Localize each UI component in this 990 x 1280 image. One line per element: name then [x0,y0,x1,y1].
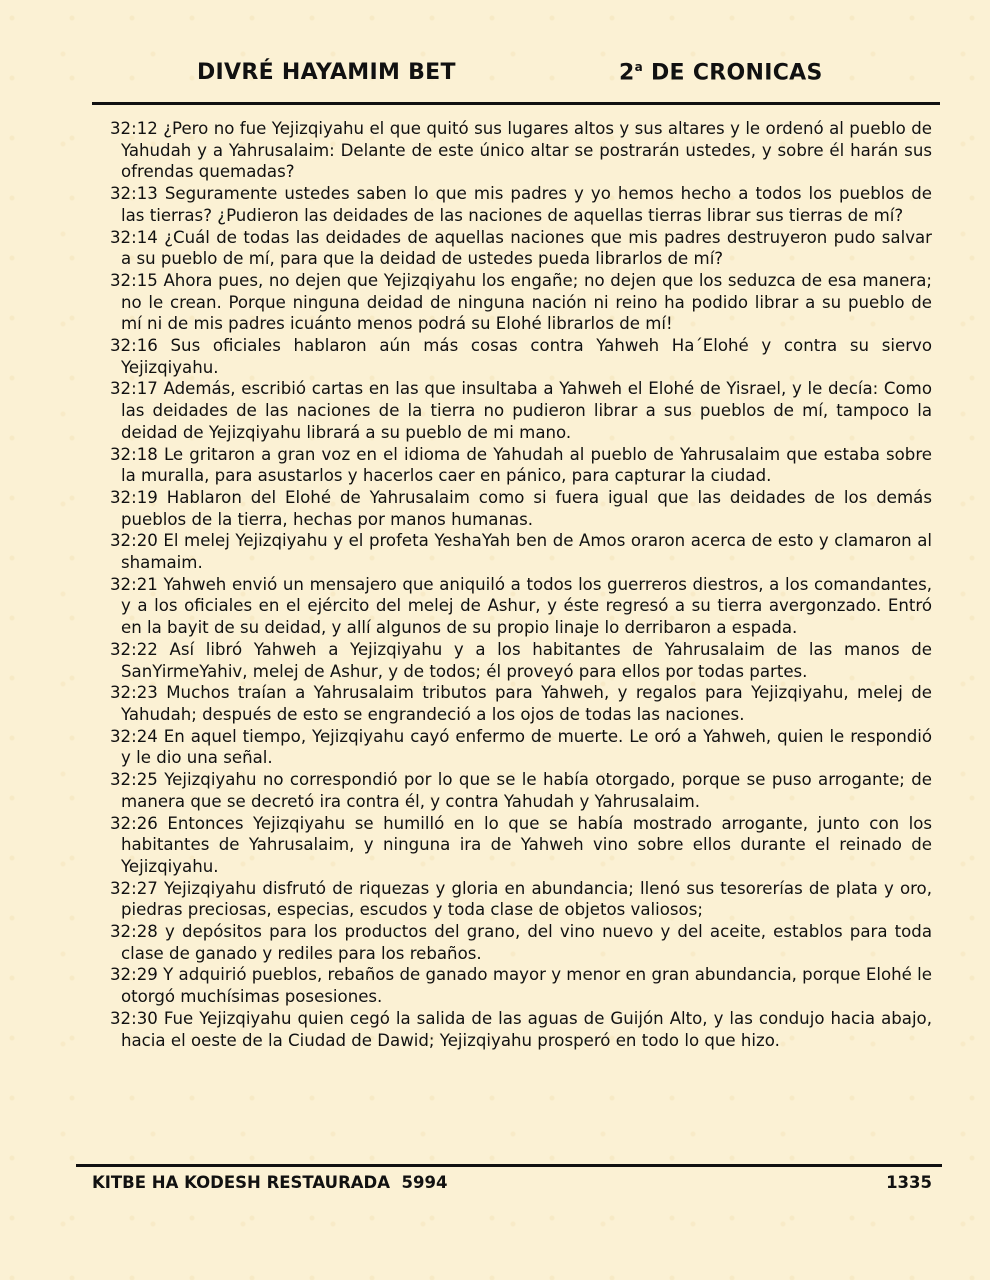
verse-ref: 32:28 [110,922,158,942]
verse-ref: 32:21 [110,574,158,594]
verse-ref: 32:24 [110,726,158,746]
verse-ref: 32:13 [110,184,158,204]
verse-ref: 32:20 [110,531,158,551]
verse-ref: 32:29 [110,965,158,985]
verse-ref: 32:22 [110,639,158,659]
verse [110,813,932,878]
verse-text: y depósitos para los productos del grano, del vino nuevo y del aceite, establos para toda clase de ganado y rediles para los rebaños. [121,922,932,963]
verse-text: Sus oficiales hablaron aún más cosas contra Yahweh Ha´Elohé y contra su siervo Yejizqiyahu. [121,336,932,377]
verse [110,444,932,487]
verse-text: Yejizqiyahu no correspondió por lo que se le había otorgado, porque se puso arrogante; de manera que se decretó ira contra él, y contra Yahudah y Yahrusalaim. [121,770,933,811]
verse [110,639,932,682]
verse [110,921,932,964]
page-footer [76,1164,942,1192]
edition-title: KITBE HA KODESH RESTAURADA 5994 [92,1173,448,1192]
verse [110,487,932,530]
verse-text: Le gritaron a gran voz en el idioma de Yahudah al pueblo de Yahrusalaim que estaba sobre la muralla, para asustarlos y hacerlos caer en pánico, para capturar la ciudad. [121,444,932,486]
chapter-title-number: 2 [619,60,635,86]
verse [110,227,932,270]
verse-text: Hablaron del Elohé de Yahrusalaim como si fuera igual que las deidades de los demás pueblos de la tierra, hechas por manos humanas. [121,487,932,529]
verse-text: Así libró Yahweh a Yejizqiyahu y a los habitantes de Yahrusalaim de las manos de SanYirmeYahiv, melej de Ashur, y de todos; él proveyó para ellos por todas partes. [121,639,933,681]
verse-ref: 32:14 [110,227,158,247]
verse-ref: 32:30 [110,1008,158,1028]
verse-text: Yahweh envió un mensajero que aniquiló a todos los guerreros diestros, a los comandantes, y a los oficiales en el ejército del melej de Ashur, y éste regresó a su tierra avergonzado. Entró en la bayit de su deidad, y allí algunos de su propio linaje lo derribaron a espada. [121,574,932,638]
chapter-title-sup: a [634,60,644,74]
verse-text: ¿Pero no fue Yejizqiyahu el que quitó sus lugares altos y sus altares y le ordenó al pueblo de Yahudah y a Yahrusalaim: Delante de este único altar se postrarán ustedes, y sobre él harán sus ofrendas quemadas? [121,119,932,182]
verse [110,1008,932,1051]
verse-ref: 32:19 [110,487,158,507]
verse-text: Además, escribió cartas en las que insultaba a Yahweh el Elohé de Yisrael, y le decía: Como las deidades de las naciones de la tierra no pudieron librar a sus pueblos de mí, tampoco la deidad de Yejizqiyahu librará a su pueblo de mi mano. [121,379,932,442]
verse-ref: 32:25 [110,770,158,790]
verse-text: ¿Cuál de todas las deidades de aquellas naciones que mis padres destruyeron pudo salvar a su pueblo de mí, para que la deidad de ustedes pueda librarlos de mí? [121,227,932,269]
verse-ref: 32:15 [110,270,158,290]
verse-text: Seguramente ustedes saben lo que mis padres y yo hemos hecho a todos los pueblos de las tierras? ¿Pudieron las deidades de las naciones de aquellas tierras librar sus tierras de mí? [121,184,932,225]
verse [110,530,932,573]
verse-text: Entonces Yejizqiyahu se humilló en lo que se había mostrado arrogante, junto con los habitantes de Yahrusalaim, y ninguna ira de Yahweh vino sobre ellos durante el reinado de Yejizqiyahu. [121,813,932,876]
verse [110,183,932,226]
verse [110,118,932,183]
verse-text: El melej Yejizqiyahu y el profeta YeshaYah ben de Amos oraron acerca de esto y clamaron al shamaim. [121,531,932,573]
verse [110,878,932,921]
verse-list [110,118,932,1051]
page-number: 1335 [886,1173,932,1192]
verse-ref: 32:18 [110,444,158,464]
verse-ref: 32:23 [110,683,158,703]
page-header [92,58,940,105]
verse [110,574,932,639]
verse [110,769,932,812]
verse-text: Ahora pues, no dejen que Yejizqiyahu los engañe; no dejen que los seduzca de esa manera; no le crean. Porque ninguna deidad de ninguna nación ni reino ha podido librar a su pueblo de mí ni de mis padres icuánto menos podrá su Elohé librarlos de mí! [121,270,932,334]
verse-ref: 32:26 [110,813,158,833]
verse [110,335,932,378]
verse-ref: 32:17 [110,379,158,399]
verse [110,270,932,335]
verse-text: En aquel tiempo, Yejizqiyahu cayó enfermo de muerte. Le oró a Yahweh, quien le respondió y le dio una señal. [121,726,933,768]
verse-ref: 32:12 [110,119,158,138]
verse-text: Fue Yejizqiyahu quien cegó la salida de las aguas de Guijón Alto, y las condujo hacia abajo, hacia el oeste de la Ciudad de Dawid; Yejizqiyahu prosperó en todo lo que hizo. [121,1008,932,1050]
chapter-title-rest: DE CRONICAS [643,60,823,86]
verse-text: Muchos traían a Yahrusalaim tributos para Yahweh, y regalos para Yejizqiyahu, melej de Yahudah; después de esto se engrandeció a los ojos de todas las naciones. [121,683,932,724]
verse-text: Y adquirió pueblos, rebaños de ganado mayor y menor en gran abundancia, porque Elohé le otorgó muchísimas posesiones. [121,965,932,1007]
verse [110,682,932,725]
verse-text: Yejizqiyahu disfrutó de riquezas y gloria en abundancia; llenó sus tesorerías de plata y oro, piedras preciosas, especias, escudos y toda clase de objetos valiosos; [121,878,932,920]
verse-ref: 32:16 [110,336,158,356]
verse-ref: 32:27 [110,878,158,898]
verse [110,726,932,769]
verse [110,964,932,1007]
chapter-title [619,60,823,85]
verse [110,378,932,443]
book-title: DIVRÉ HAYAMIM BET [197,60,456,85]
